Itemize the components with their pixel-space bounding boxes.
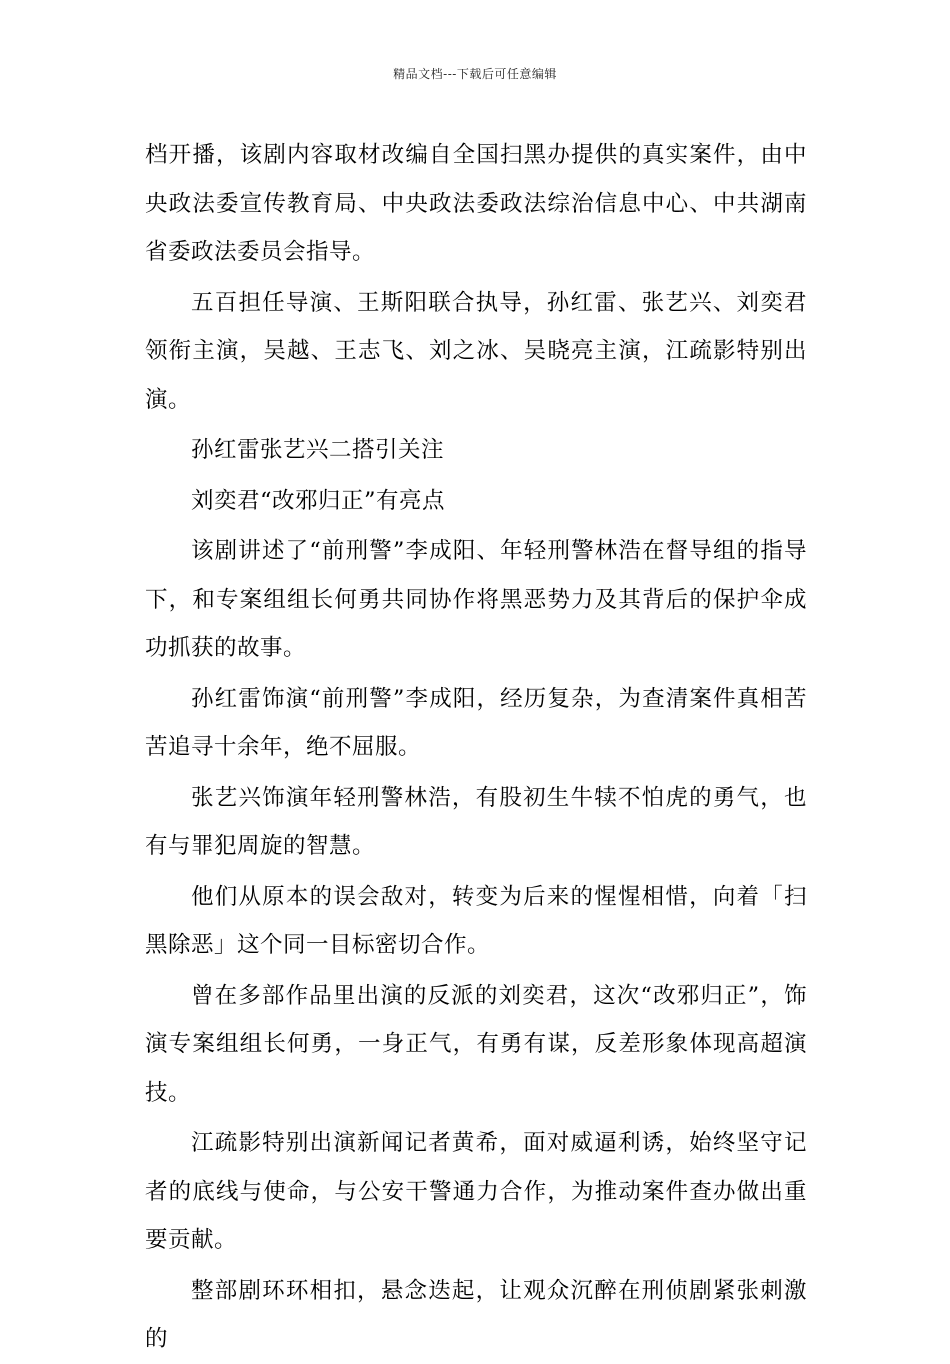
paragraph-4: 孙红雷饰演“前刑警”李成阳，经历复杂，为查清案件真相苦苦追寻十余年，绝不屈服。 — [145, 685, 807, 760]
subheading-2: 刘奕君“改邪归正”有亮点 — [191, 487, 446, 514]
paragraph-8: 江疏影特别出演新闻记者黄希，面对威逼利诱，始终坚守记者的底线与使命，与公安干警通力合作，为推动案件查办做出重要贡献。 — [145, 1130, 807, 1253]
paragraph-6: 他们从原本的误会敌对，转变为后来的惺惺相惜，向着「扫黑除恶」这个同一目标密切合作。 — [145, 883, 807, 958]
page-header: 精品文档---下载后可任意编辑 — [393, 67, 557, 81]
paragraph-7: 曾在多部作品里出演的反派的刘奕君，这次“改邪归正”，饰演专案组组长何勇，一身正气，有勇有谋，反差形象体现高超演技。 — [145, 982, 807, 1106]
paragraph-5: 张艺兴饰演年轻刑警林浩，有股初生牛犊不怕虎的勇气，也有与罪犯周旋的智慧。 — [145, 784, 807, 859]
document-body — [145, 131, 807, 1364]
paragraph-2: 五百担任导演、王斯阳联合执导，孙红雷、张艺兴、刘奕君领衔主演，吴越、王志飞、刘之冰、吴晓亮主演，江疏影特别出演。 — [145, 289, 807, 413]
subheading-1: 孙红雷张艺兴二搭引关注 — [191, 437, 445, 463]
paragraph-3: 该剧讲述了“前刑警”李成阳、年轻刑警林浩在督导组的指导下，和专案组组长何勇共同协作将黑恶势力及其背后的保护伞成功抓获的故事。 — [145, 538, 807, 661]
paragraph-1: 档开播，该剧内容取材改编自全国扫黑办提供的真实案件，由中央政法委宣传教育局、中央政法委政法综治信息中心、中共湖南省委政法委员会指导。 — [145, 142, 807, 265]
paragraph-9: 整部剧环环相扣，悬念迭起，让观众沉醉在刑侦剧紧张刺激的 — [145, 1277, 807, 1352]
